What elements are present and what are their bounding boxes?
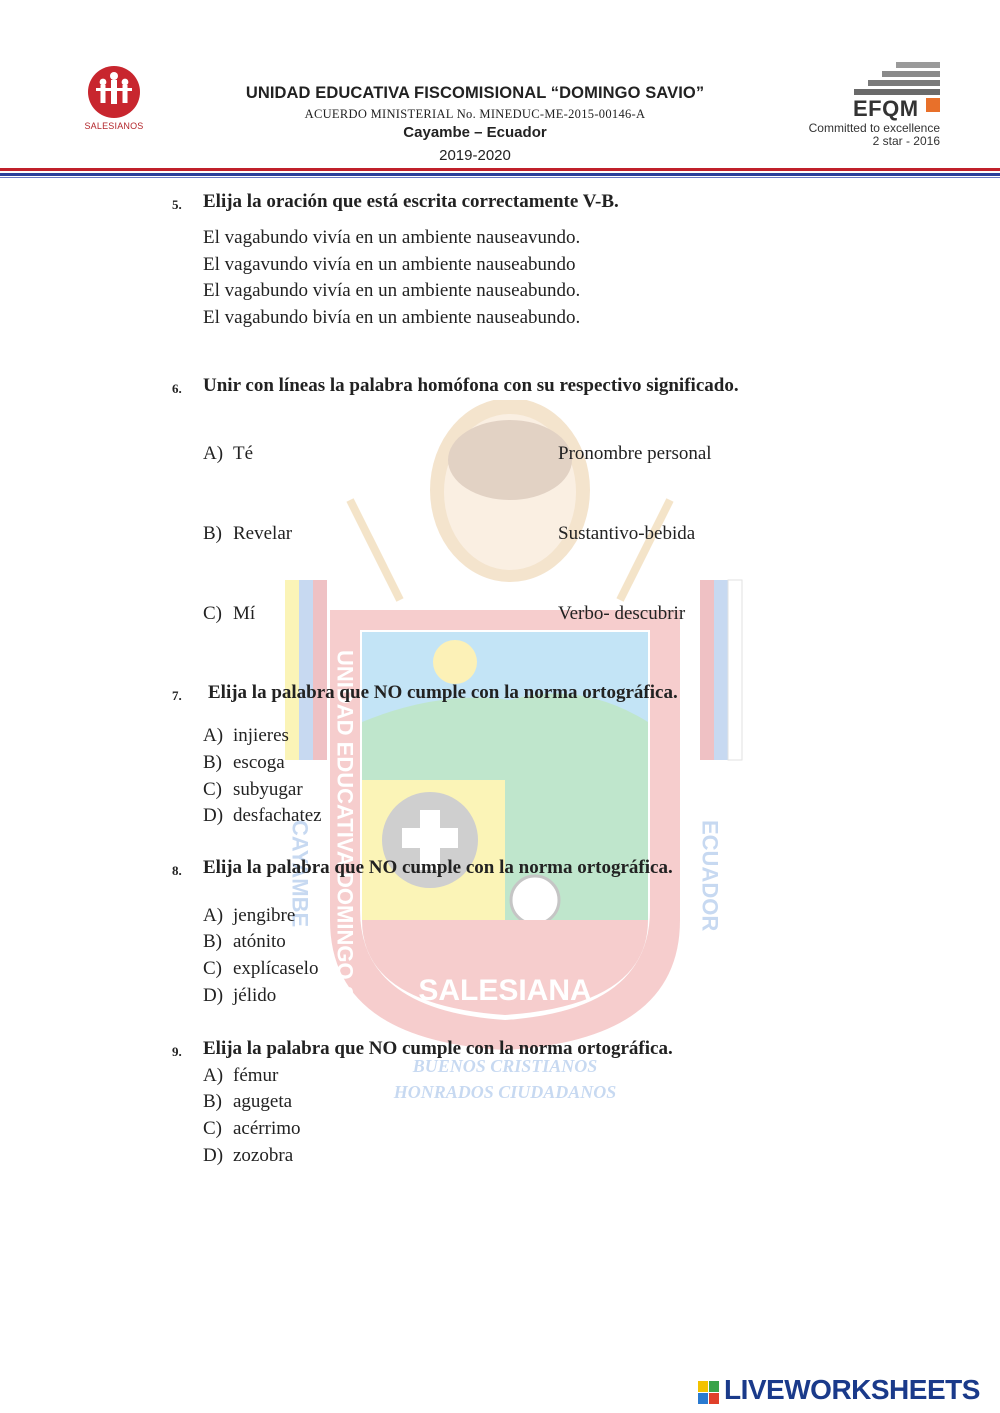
liveworksheets-brand[interactable]: LIVEWORKSHEETS [724,1374,980,1405]
school-city: Cayambe – Ecuador [403,124,547,141]
question-6-meaning: Sustantivo-bebida [558,523,696,544]
salesianos-logo-text: SALESIANOS [84,121,144,131]
question-8-option: A) jengibre [203,905,296,926]
question-6-word: A) Té [203,443,254,464]
question-9-number: 9. [172,1044,182,1059]
emblem-motto-1: BUENOS CRISTIANOS [412,1056,598,1076]
header-rule-blue [0,173,1000,176]
question-9-text: Elija la palabra que NO cumple con la norma ortográfica. [203,1038,673,1059]
question-6-number: 6. [172,381,182,396]
question-6-meaning: Verbo- descubrir [558,603,686,624]
question-5-text: Elija la oración que está escrita correctamente V-B. [203,191,619,212]
question-7-number: 7. [172,688,182,703]
efqm-brand: EFQM [853,96,919,121]
question-5-sentence: El vagavundo vivía en un ambiente nauseabundo [203,254,576,275]
emblem-left-label: CAYAMBE [287,820,313,928]
question-7-option: C) subyugar [203,779,303,800]
question-5-number: 5. [172,197,182,212]
header-rule-red [0,168,1000,171]
question-9-option: C) acérrimo [203,1118,301,1139]
question-7-option: B) escoga [203,752,285,773]
school-name: UNIDAD EDUCATIVA FISCOMISIONAL “DOMINGO SAVIO” [245,84,705,102]
efqm-rating: 2 star - 2016 [872,134,940,148]
ministerial-agreement: ACUERDO MINISTERIAL No. MINEDUC-ME-2015-00146-A [304,107,646,121]
question-6-word: C) Mí [203,603,256,624]
efqm-square-icon [926,98,940,112]
school-year: 2019-2020 [439,147,511,164]
question-8-option: C) explícaselo [203,958,319,979]
efqm-bars-icon [852,62,942,96]
question-8-number: 8. [172,863,182,878]
efqm-tagline: Committed to excellence [808,121,940,135]
question-9-option: A) fémur [203,1065,279,1086]
question-8-option: B) atónito [203,931,286,952]
question-5-sentence: El vagabundo vivía en un ambiente nauseabundo. [203,280,581,301]
emblem-right-label: ECUADOR [697,820,723,932]
school-emblem-watermark [270,400,760,1120]
question-9-option: B) agugeta [203,1091,293,1112]
emblem-band-label: SALESIANA [418,974,592,1007]
header-rule-thin [0,177,1000,178]
question-6-text: Unir con líneas la palabra homófona con su respectivo significado. [203,375,739,396]
question-8-text: Elija la palabra que NO cumple con la norma ortográfica. [203,857,673,878]
question-7-option: A) injieres [203,725,289,746]
question-6-meaning: Pronombre personal [558,443,712,464]
liveworksheets-logo-icon [698,1381,720,1405]
question-7-option: D) desfachatez [203,805,322,826]
question-6-word: B) Revelar [203,523,293,544]
question-8-option: D) jélido [203,985,277,1006]
question-9-option: D) zozobra [203,1145,294,1166]
emblem-top-label: UNIDAD EDUCATIVA DOMINGO SAVIO [332,650,358,1053]
question-5-sentence: El vagabundo bivía en un ambiente nauseabundo. [203,307,581,328]
question-7-text: Elija la palabra que NO cumple con la norma ortográfica. [208,682,678,703]
question-5-sentence: El vagabundo vivía en un ambiente nauseavundo. [203,227,581,248]
emblem-motto-2: HONRADOS CIUDADANOS [393,1082,617,1102]
